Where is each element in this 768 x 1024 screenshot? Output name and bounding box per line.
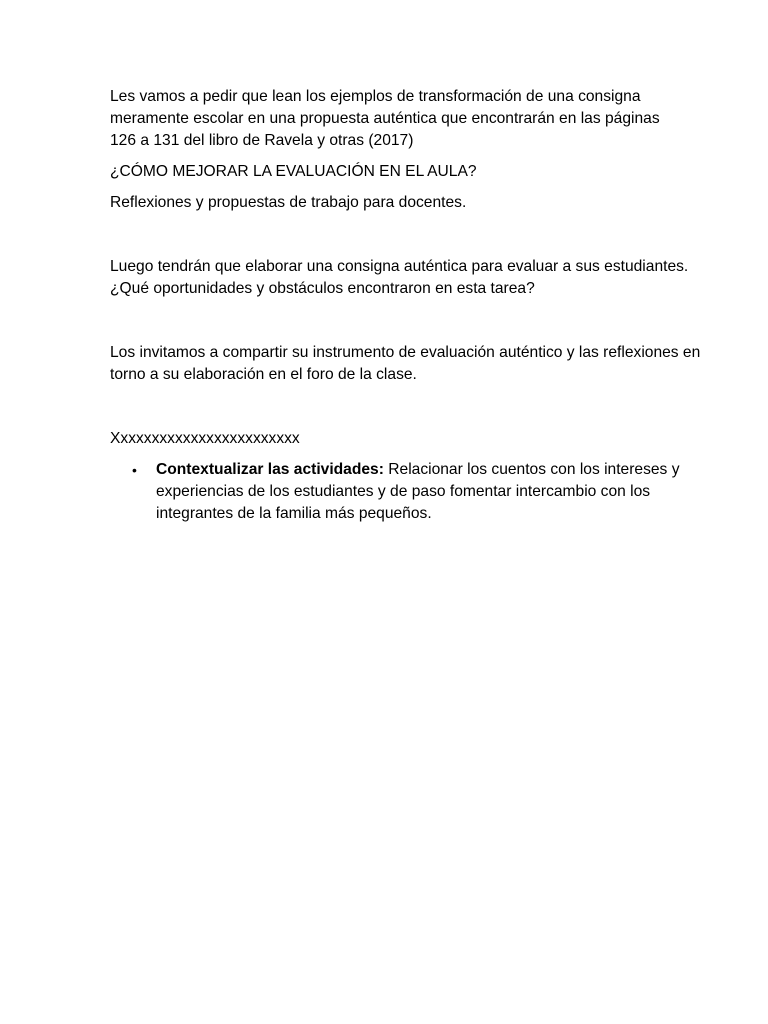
intro-line: meramente escolar en una propuesta auténtica que encontrarán en las páginas bbox=[110, 110, 660, 127]
invite-paragraph bbox=[110, 342, 742, 386]
book-subtitle: Reflexiones y propuestas de trabajo para docentes. bbox=[110, 194, 467, 211]
list-item bbox=[110, 459, 696, 525]
bullet-body: Relacionar los cuentos con los intereses y experiencias de los estudiantes y de paso fomentar intercambio con los integrantes de la familia más pequeños. bbox=[156, 461, 680, 522]
invite-line: Los invitamos a compartir su instrumento de evaluación auténtico y las reflexiones en bbox=[110, 344, 701, 361]
intro-paragraph bbox=[110, 86, 742, 152]
bullet-title: Contextualizar las actividades: bbox=[156, 461, 384, 478]
book-title: ¿CÓMO MEJORAR LA EVALUACIÓN EN EL AULA? bbox=[110, 163, 477, 180]
task-line: Luego tendrán que elaborar una consigna auténtica para evaluar a sus estudiantes. bbox=[110, 258, 689, 275]
intro-line: 126 a 131 del libro de Ravela y otras (2017) bbox=[110, 132, 414, 149]
document-body bbox=[110, 86, 742, 525]
task-line: ¿Qué oportunidades y obstáculos encontraron en esta tarea? bbox=[110, 280, 535, 297]
task-paragraph bbox=[110, 256, 742, 300]
placeholder-text: Xxxxxxxxxxxxxxxxxxxxxxxx bbox=[110, 430, 300, 447]
invite-line: torno a su elaboración en el foro de la clase. bbox=[110, 366, 417, 383]
bullet-list bbox=[110, 459, 742, 525]
bullet-marker: • bbox=[132, 462, 137, 478]
intro-line: Les vamos a pedir que lean los ejemplos de transformación de una consigna bbox=[110, 88, 641, 105]
